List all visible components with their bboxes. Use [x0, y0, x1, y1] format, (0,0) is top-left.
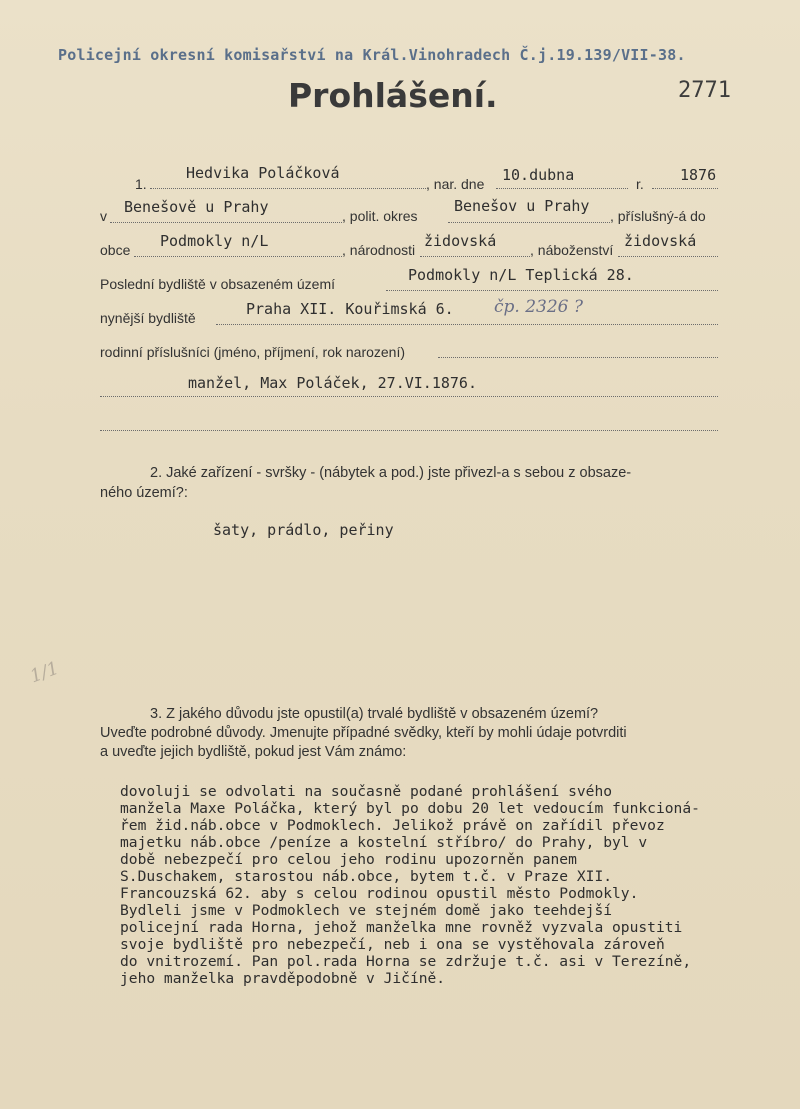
- home-municipality: Podmokly n/L: [160, 232, 269, 250]
- birth-year-line: [652, 188, 718, 189]
- last-residence-line: [386, 290, 718, 291]
- question-2-line-1: 2. Jaké zařízení - svršky - (nábytek a pod.) jste přivezl-a s sebou z obsaze-: [150, 465, 632, 481]
- handwritten-house-number: čp. 2326 ?: [494, 297, 583, 317]
- applicant-name: Hedvika Poláčková: [186, 164, 340, 182]
- answer-3-line: svoje bydliště pro nebezpečí, neb i ona se vystěhovala zároveň: [120, 936, 665, 953]
- question-2-line-2: ného území?:: [100, 485, 188, 501]
- family-label-line: [438, 357, 718, 358]
- current-residence-line: [216, 324, 718, 325]
- religion-line: [618, 256, 718, 257]
- religion-value: židovská: [624, 232, 697, 250]
- family-line-1: [100, 396, 718, 397]
- belonging-label: , příslušný-á do: [610, 208, 706, 224]
- answer-3-line: Bydleli jsme v Podmoklech ve stejném domě jako teehdejší: [120, 902, 613, 919]
- religion-label: , náboženství: [530, 242, 614, 258]
- item-number-1: 1.: [135, 176, 147, 192]
- current-residence: Praha XII. Kouřimská 6.: [246, 300, 454, 318]
- office-stamp: Policejní okresní komisařství na Král.Vinohradech Č.j.19.139/VII-38.: [58, 46, 686, 64]
- margin-pencil-note: 1/1: [27, 657, 62, 688]
- answer-3-line: majetku náb.obce /peníze a kostelní stříbro/ do Prahy, byl v: [120, 834, 648, 851]
- family-members: manžel, Max Poláček, 27.VI.1876.: [188, 374, 477, 392]
- name-line: [150, 188, 426, 189]
- answer-3-line: Francouzská 62. aby s celou rodinou opustil město Podmokly.: [120, 885, 639, 902]
- nationality-value: židovská: [424, 232, 497, 250]
- question-3-line-3: a uveďte jejich bydliště, pokud jest Vám známo:: [100, 744, 407, 760]
- district-line: [448, 222, 610, 223]
- year-label: r.: [636, 176, 644, 192]
- last-residence: Podmokly n/L Teplická 28.: [408, 266, 634, 284]
- answer-3-line: jeho manželka pravděpodobně v Jičíně.: [120, 970, 446, 987]
- birth-date-line: [496, 188, 628, 189]
- document-number: 2771: [678, 78, 731, 103]
- nationality-line: [420, 256, 530, 257]
- obec-label: obce: [100, 242, 131, 258]
- answer-3-line: policejní rada Horna, jehož manželka mne rovněž vyzvala opustiti: [120, 919, 683, 936]
- answer-3-line: době nebezpečí pro celou jeho rodinu upozorněn panem: [120, 851, 577, 868]
- question-3-line-2: Uveďte podrobné důvody. Jmenujte případné svědky, kteří by mohli údaje potvrditi: [100, 725, 627, 741]
- born-label: , nar. dne: [426, 176, 485, 192]
- birthplace: Benešově u Prahy: [124, 198, 269, 216]
- answer-2: šaty, prádlo, peřiny: [213, 521, 394, 539]
- birth-year: 1876: [680, 166, 717, 184]
- current-residence-label: nynější bydliště: [100, 310, 196, 326]
- question-3-line-1: 3. Z jakého důvodu jste opustil(a) trvalé bydliště v obsazeném území?: [150, 706, 599, 722]
- answer-3-line: S.Duschakem, starostou náb.obce, bytem t.č. v Praze XII.: [120, 868, 613, 885]
- family-label: rodinní příslušníci (jméno, příjmení, rok narození): [100, 344, 406, 360]
- political-district: Benešov u Prahy: [454, 197, 590, 215]
- nationality-label: , národnosti: [342, 242, 416, 258]
- birthplace-line: [110, 222, 342, 223]
- answer-3-line: manžela Maxe Poláčka, který byl po dobu 20 let vedoucím funkcioná-: [120, 800, 700, 817]
- district-label: , polit. okres: [342, 208, 418, 224]
- obec-line: [134, 256, 342, 257]
- family-line-2: [100, 430, 718, 431]
- answer-3-line: dovoluji se odvolati na současně podané prohlášení svého: [120, 783, 613, 800]
- answer-3-line: do vnitrozemí. Pan pol.rada Horna se zdržuje t.č. asi v Terezíně,: [120, 953, 692, 970]
- answer-3-line: řem žid.náb.obce v Podmoklech. Jelikož právě on zařídil převoz: [120, 817, 665, 834]
- document-title: Prohlášení.: [288, 76, 498, 115]
- last-residence-label: Poslední bydliště v obsazeném území: [100, 276, 336, 292]
- birth-date: 10.dubna: [502, 166, 575, 184]
- place-prefix: v: [100, 208, 107, 224]
